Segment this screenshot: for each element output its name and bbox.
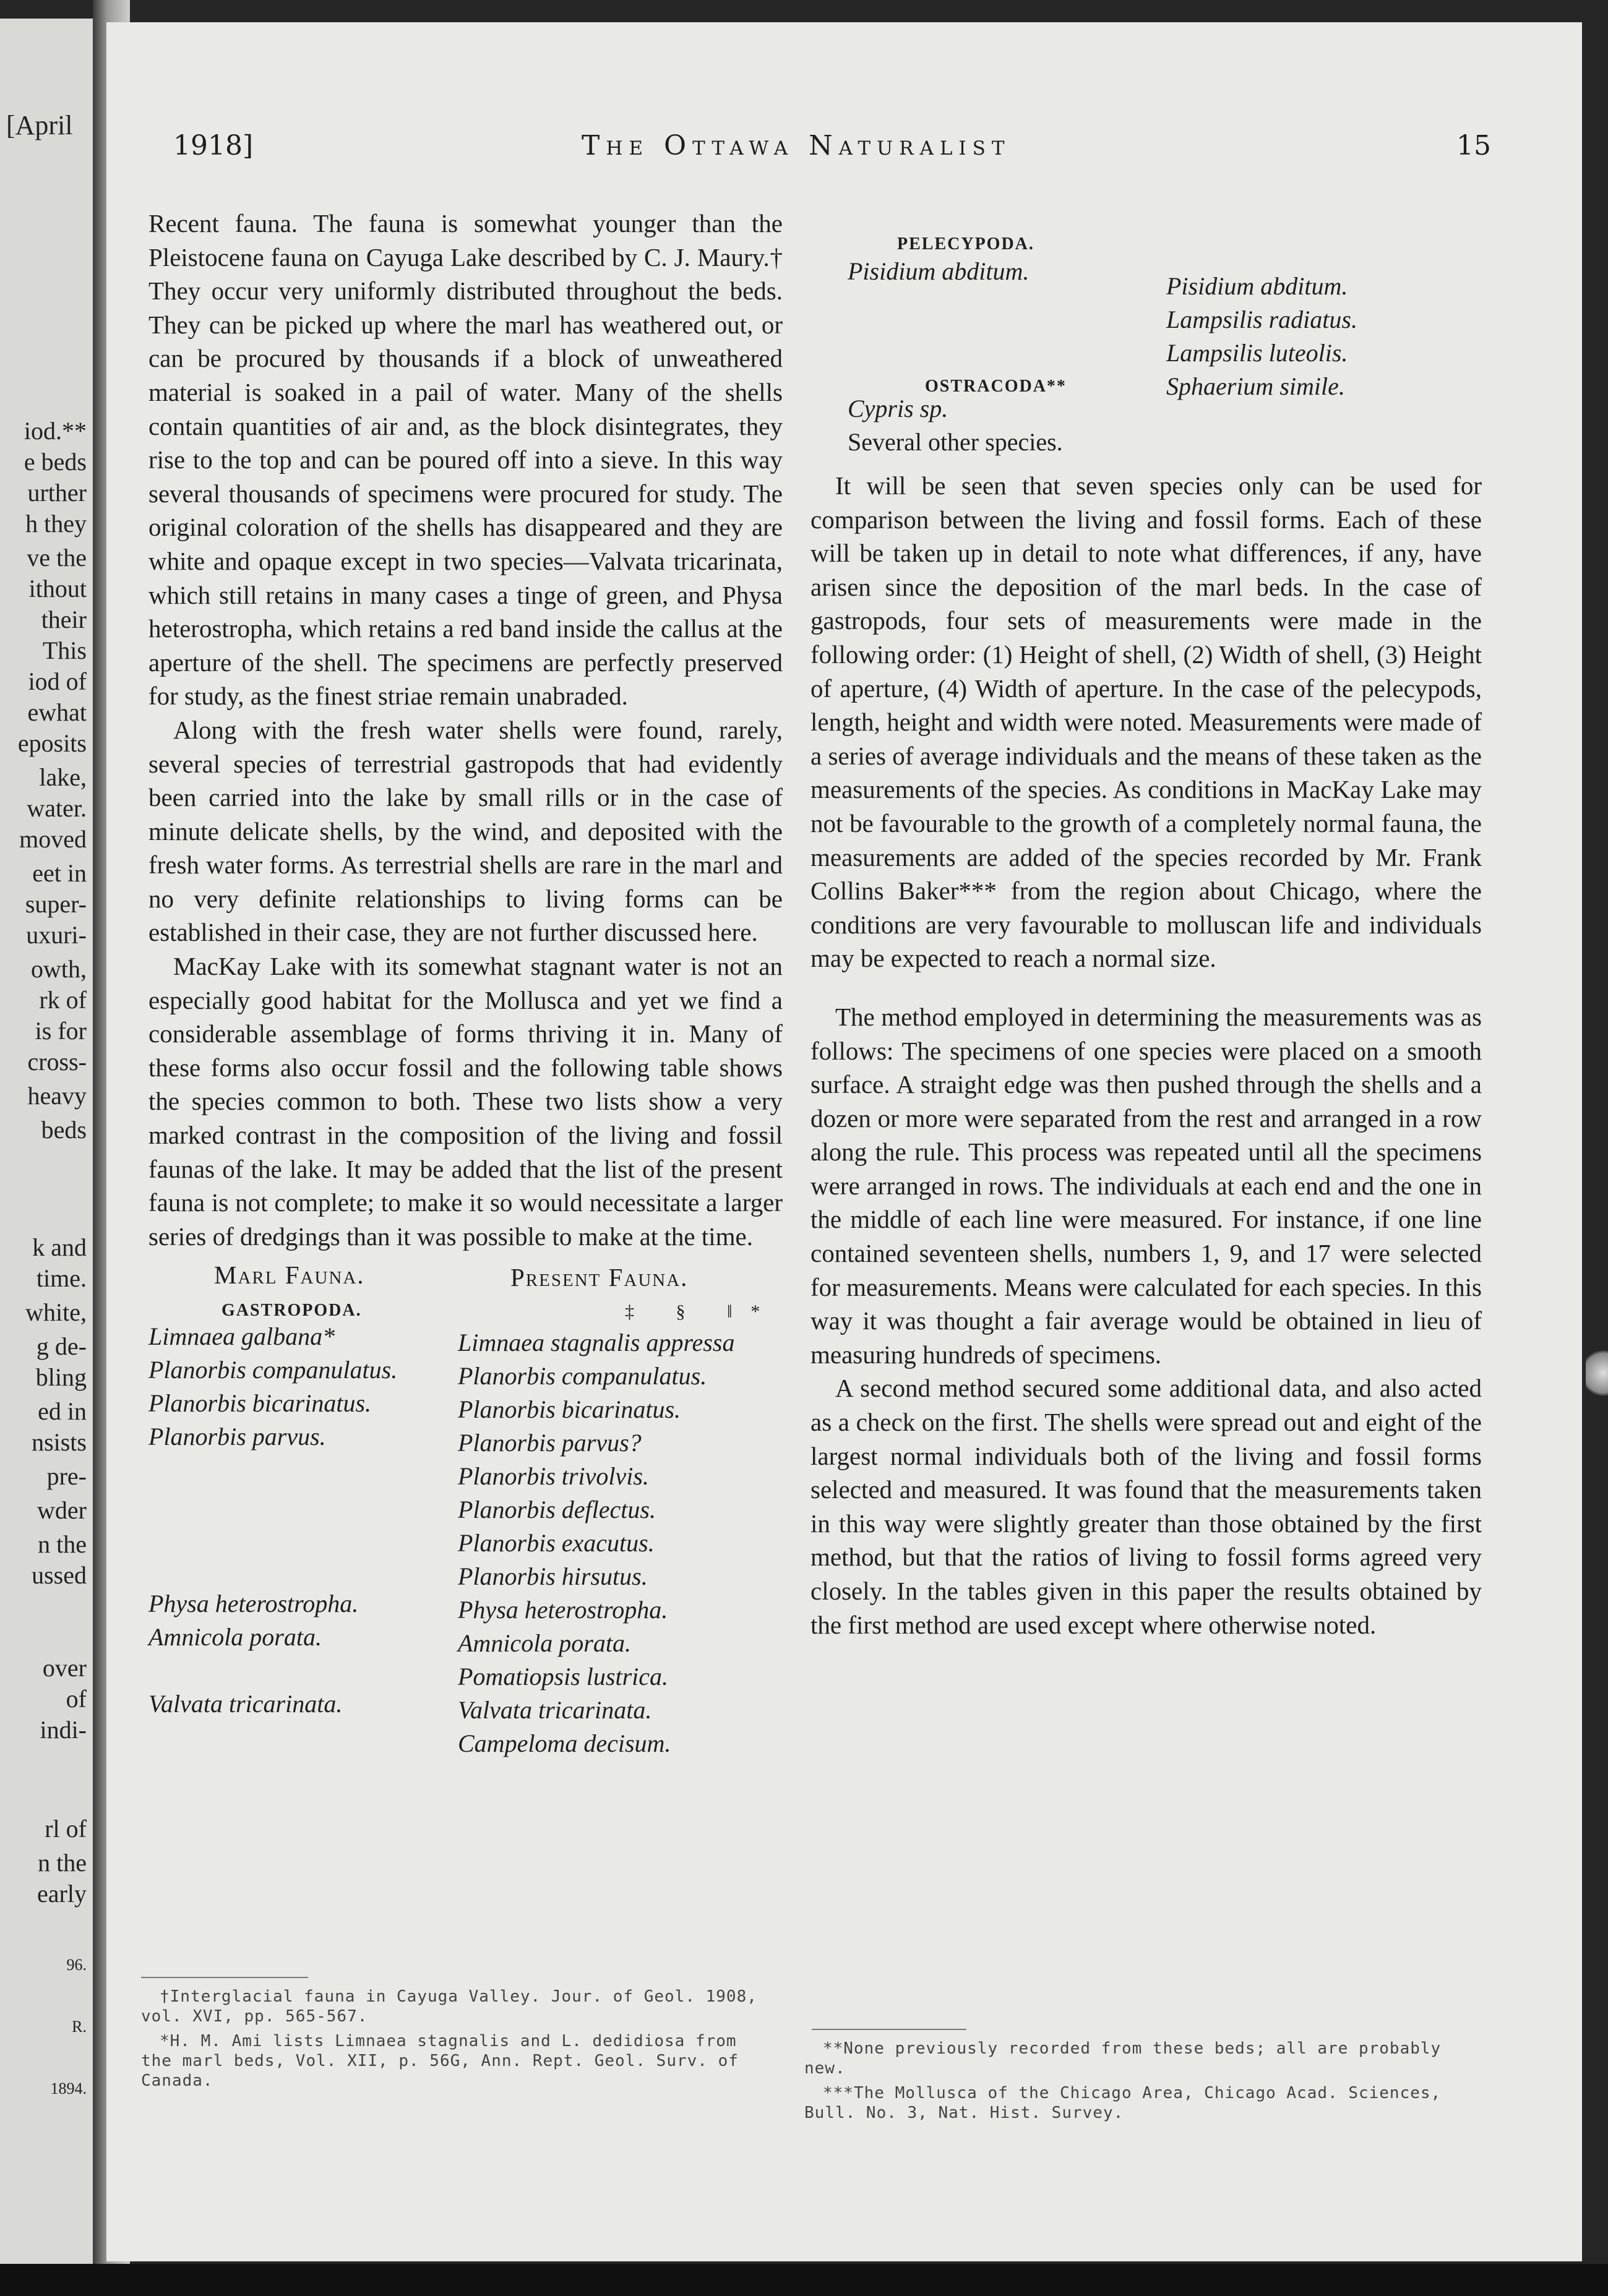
facing-page-fragment: moved (19, 825, 87, 853)
facing-page-fragment: beds (41, 1116, 87, 1144)
facing-page-fragment: over (42, 1654, 87, 1682)
facing-page-fragment: e beds (24, 448, 87, 476)
facing-page-fragment: eet in (32, 859, 87, 887)
footnote: *H. M. Ami lists Limnaea stagnalis and L. dedidiosa from the marl beds, Vol. XII, p. 56G, Ann. Rept. Geol. Surv. of Canada. (141, 2032, 739, 2090)
paragraph: Recent fauna. The fauna is somewhat younger than the Pleistocene fauna on Cayuga Lake described by C. J. Maury.† They occur very uniformly distributed throughout the beds. They can be picked up where the marl has weathered out, or can be procured by thousands if a block of unweathered material is soaked in a pail of water. Many of the shells contain quantities of air and, as the block disintegrates, they rise to the top and can be poured off into a sieve. In this way several thousands of specimens were procured for study. The original coloration of the shells has disappeared and they are white and opaque except in two species—Valvata tricarinata, which still retains in many cases a tinge of green, and Physa heterostropha, which retains a red band inside the callus at the aperture of the shell. The specimens are perfectly preserved for study, as the finest striae remain unabraded. (148, 209, 783, 711)
marl-pelecypoda: Pisidium abditum. (848, 257, 1030, 285)
facing-page-fragment: n the (38, 1530, 87, 1558)
facing-page-fragment: h they (25, 510, 87, 538)
facing-page-fragment: ewhat (27, 698, 87, 726)
gastropoda-label: GASTROPODA. (221, 1301, 362, 1321)
right-column (810, 216, 1482, 1642)
facing-page-fragment: cross- (27, 1048, 87, 1076)
footnote-rule (141, 1977, 308, 1978)
facing-page-fragment: uxuri- (26, 921, 87, 949)
facing-page-fragment: This (42, 636, 87, 664)
facing-page-fragment: ve the (27, 544, 87, 572)
present-pelecypoda: Sphaerium simile. (1166, 372, 1345, 400)
left-column (148, 207, 783, 1758)
facing-page-fragment: iod of (28, 667, 87, 695)
facing-page-fragment: g de- (36, 1332, 87, 1360)
journal-title: The Ottawa Naturalist (582, 130, 1011, 161)
ostracoda-species: Several other species. (848, 428, 1063, 456)
marl-species: Limnaea galbana* (148, 1322, 335, 1351)
facing-page-fragment: k and (32, 1233, 87, 1261)
present-pelecypoda: Lampsilis luteolis. (1166, 339, 1348, 367)
facing-page-fragment: ithout (28, 575, 87, 602)
present-species: Physa heterostropha. (458, 1596, 668, 1624)
marl-species: Physa heterostropha. (148, 1590, 359, 1618)
present-species: Planorbis deflectus. (458, 1496, 656, 1524)
present-species: Valvata tricarinata. (458, 1696, 652, 1724)
facing-page-fragment: water. (27, 794, 87, 822)
present-species: Planorbis trivolvis. (458, 1462, 649, 1491)
facing-page-fragment: wder (37, 1496, 87, 1524)
facing-page-fragment: eposits (17, 729, 87, 757)
present-species: Campeloma decisum. (458, 1729, 671, 1758)
facing-page-fragment: their (41, 606, 87, 633)
facing-page-fragment: owth, (31, 955, 87, 983)
present-species: Planorbis bicarinatus. (458, 1395, 681, 1424)
facing-page-fragment: ussed (32, 1561, 87, 1589)
facing-page-fragment: urther (27, 479, 87, 507)
present-species: Planorbis companulatus. (458, 1362, 707, 1390)
facing-page-fragment: 96. (66, 1956, 87, 1974)
facing-page-fragment: 1894. (50, 2080, 87, 2097)
present-species: Pomatiopsis lustrica. (458, 1663, 669, 1691)
footnote: **None previously recorded from these beds; all are probably new. (804, 2039, 1442, 2078)
facing-page-fragment: ed in (38, 1397, 87, 1425)
marl-fauna-heading: Marl Fauna. (214, 1261, 365, 1290)
marl-species: Planorbis bicarinatus. (148, 1389, 372, 1418)
marl-species: Valvata tricarinata. (148, 1690, 343, 1718)
facing-page-fragment: rk of (39, 986, 87, 1014)
paragraph: Along with the fresh water shells were found, rarely, several species of terrestrial gastropods that had evidently been carried into the lake by small rills or in the case of minute delicate shells, by the wind, and deposited with the fresh water forms. As terrestrial shells are rare in the marl and no very definite relationships to living forms can be established in their case, they are not further discussed here. (148, 715, 783, 947)
facing-page-fragment: bling (35, 1363, 87, 1391)
facing-page-fragment: n the (38, 1849, 87, 1877)
facing-page-fragment: is for (35, 1017, 87, 1045)
paragraph: MacKay Lake with its somewhat stagnant water is not an especially good habitat for the Mollusca and yet we find a considerable assemblage of forms thriving it in. Many of these forms also occur fossil and the following table shows the species common to both. These two lists show a very marked contrast in the composition of the living and fossil faunas of the lake. It may be added that the list of the present fauna is not complete; to make it so would necessitate a larger series of dredgings than it was possible to make at the time. (148, 952, 783, 1251)
facing-page-fragment: time. (36, 1264, 87, 1292)
facing-page-fragment: heavy (27, 1082, 87, 1110)
present-species: Planorbis hirsutus. (458, 1562, 648, 1591)
facing-page-fragment: R. (72, 2018, 87, 2036)
footnote: ***The Mollusca of the Chicago Area, Chicago Acad. Sciences, Bull. No. 3, Nat. Hist. Survey. (804, 2084, 1442, 2122)
facing-page-month: [April (6, 110, 73, 140)
facing-page-fragment: super- (25, 890, 87, 918)
present-pelecypoda: Pisidium abditum. (1166, 272, 1348, 300)
paragraph: The method employed in determining the measurements was as follows: The specimens of one species were placed on a smooth surface. A straight edge was then pushed through the shells and a dozen or more were separated from the rest and arranged in a row along the rule. This process was repeated until all the specimens were arranged in rows. The individuals at each end and the one in the middle of each line were measured. For instance, if one line contained seventeen shells, numbers 1, 9, and 17 were selected for measurements. Means were calculated for each species. In this way it was thought a fair average would be obtained in lieu of measuring hundreds of specimens. (810, 1002, 1482, 1369)
marl-species: Amnicola porata. (148, 1623, 322, 1651)
facing-page-fragment: pre- (46, 1462, 87, 1490)
paragraph: A second method secured some additional data, and also acted as a check on the first. The shells were spread out and eight of the largest normal individuals both of the living and fossil forms selected and measured. It was found that the measurements taken in this way were slightly greater than those obtained by the first method, but that the ratios of living to fossil forms agreed very closely. In the tables given in this paper the results obtained by the first method are used except where otherwise noted. (810, 1374, 1482, 1639)
facing-page-fragment: white, (25, 1298, 87, 1326)
page-number: 15 (1456, 130, 1491, 161)
facing-page-edge (0, 19, 93, 2270)
facing-page-fragment: iod.** (24, 417, 87, 445)
footnote: †Interglacial fauna in Cayuga Valley. Jour. of Geol. 1908, vol. XVI, pp. 565-567. (141, 1987, 757, 2026)
facing-page-fragment: of (66, 1685, 87, 1713)
present-pelecypoda: Lampsilis radiatus. (1166, 306, 1357, 333)
present-species: Planorbis exacutus. (458, 1529, 655, 1557)
header-year: 1918] (173, 130, 254, 161)
facing-page-fragment: nsists (32, 1428, 87, 1456)
ostracoda-species: Cypris sp. (848, 395, 948, 422)
scan-bottom-border (0, 2264, 1608, 2296)
running-header (173, 130, 1491, 173)
marl-species: Planorbis companulatus. (148, 1356, 398, 1384)
present-species: Planorbis parvus? (458, 1429, 642, 1457)
binder-clip (1586, 1345, 1608, 1401)
fauna-table (148, 1258, 783, 1758)
present-species: Amnicola porata. (458, 1629, 631, 1658)
facing-page-fragment: early (37, 1880, 87, 1908)
facing-page-fragment: lake, (39, 763, 87, 791)
facing-page-fragment: indi- (40, 1716, 87, 1744)
present-fauna-heading: Present Fauna. (510, 1263, 689, 1292)
left-footnotes (141, 1987, 772, 2096)
pelecypoda-table (810, 216, 1482, 456)
right-footnotes (804, 2039, 1473, 2128)
table-marks: ‡ § ‖* (625, 1301, 779, 1322)
paragraph: It will be seen that seven species only can be used for comparison between the living and fossil forms. Each of these will be taken up in detail to note what differences, if any, have arisen since the deposition of the marl beds. In the case of gastropods, four sets of measurements were made in the following order: (1) Height of shell, (2) Width of shell, (3) Height of aperture, (4) Width of aperture. In the case of the pelecypods, length, height and width were noted. Measurements were made of a series of average individuals and the means of these taken as the measurements of the species. As conditions in MacKay Lake may not be favourable to the growth of a completely normal fauna, the measurements are added of the species recorded by Mr. Frank Collins Baker*** from the region about Chicago, where the conditions are very favourable to molluscan life and individuals may be expected to reach a normal size. (810, 471, 1482, 973)
present-species: Limnaea stagnalis appressa (458, 1329, 735, 1357)
marl-species: Planorbis parvus. (148, 1423, 326, 1451)
pelecypoda-label: PELECYPODA. (897, 234, 1034, 254)
footnote-rule (812, 2029, 966, 2030)
ostracoda-label: OSTRACODA** (925, 377, 1067, 396)
facing-page-fragment: rl of (45, 1815, 87, 1843)
